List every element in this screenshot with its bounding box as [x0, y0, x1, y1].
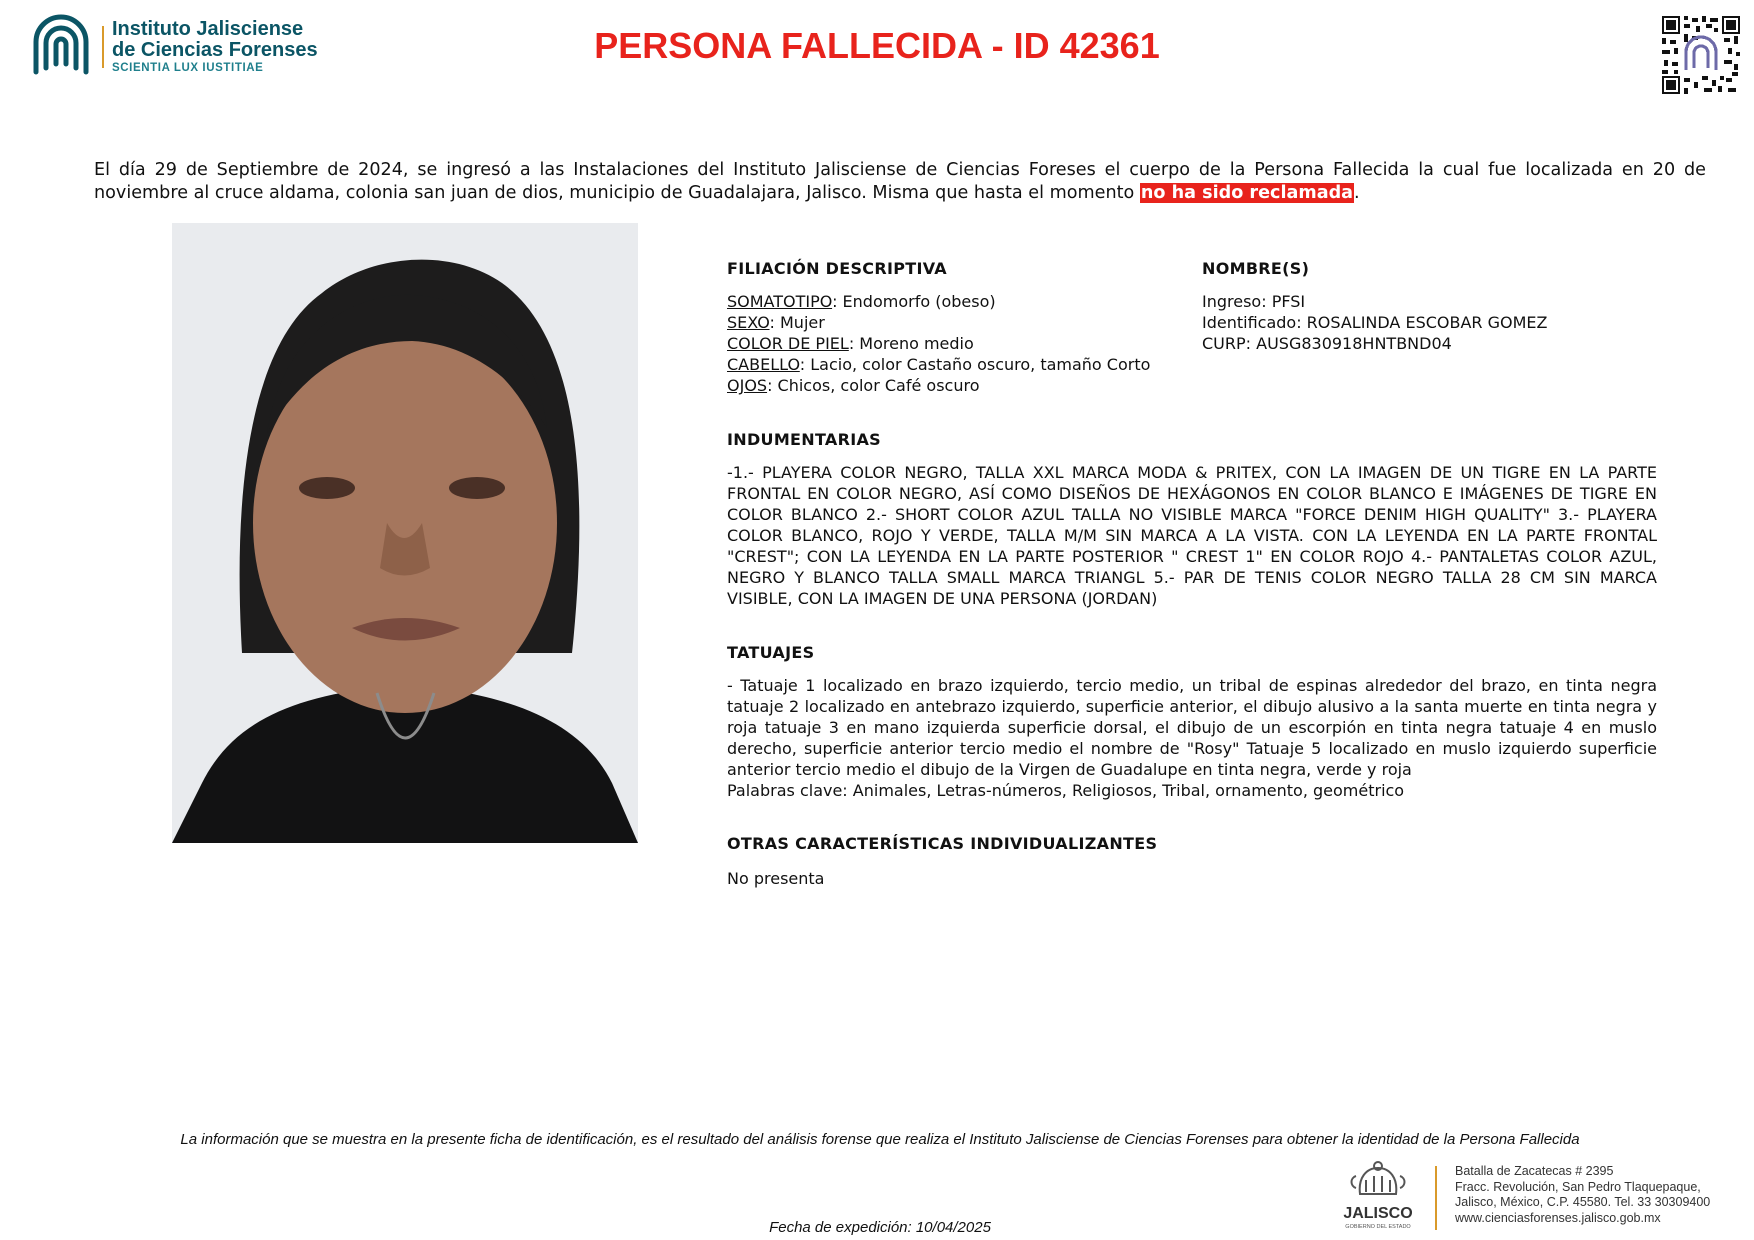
- intro-text: El día 29 de Septiembre de 2024, se ingresó a las Instalaciones del Instituto Jalisciense de Ciencias Foreses el cuerpo de la Persona Fallecida la cual fue localizada en 20 de noviembre al cruce aldama, colonia san juan de dios, municipio de Guadalajara, Jalisco. Misma que hasta el momento: [94, 160, 1706, 203]
- ojos-row: [727, 375, 1150, 396]
- cabello-row: [727, 354, 1150, 375]
- institute-name-line1: Instituto Jalisciense: [112, 18, 304, 40]
- cabello-label: CABELLO: [727, 355, 800, 374]
- tatuajes-text: - Tatuaje 1 localizado en brazo izquierdo, tercio medio, un tribal de espinas alrededor del brazo, en tinta negra tatuaje 2 localizado en antebrazo izquierdo, superficie anterior, el dibujo alusivo a la santa muerte en tinta negra y roja tatuaje 3 en mano izquierda superficie dorsal, el dibujo de un escorpión en tinta negra tatuaje 4 en muslo derecho, superficie anterior tercio medio el nombre de "Rosy" Tatuaje 5 localizado en muslo izquierdo superficie anterior tercio medio el dibujo de la Virgen de Guadalupe en tinta negra, verde y roja: [727, 676, 1657, 779]
- indumentarias-text: -1.- PLAYERA COLOR NEGRO, TALLA XXL MARCA MODA & PRITEX, CON LA IMAGEN DE UN TIGRE EN LA PARTE FRONTAL EN COLOR NEGRO, ASÍ COMO DISEÑOS DE HEXÁGONOS EN COLOR BLANCO E IMÁGENES DE TIGRE EN COLOR BLANCO 2.- SHORT COLOR AZUL TALLA NO VISIBLE MARCA "FORCE DENIM HIGH QUALITY" 3.- PLAYERA COLOR BLANCO, ROJO Y VERDE, TALLA M/M SIN MARCA A LA VISTA. CON LA LEYENDA EN LA PARTE FRONTAL "CREST"; CON LA LEYENDA EN LA PARTE POSTERIOR " CREST 1" EN COLOR ROJO 4.- PANTALETAS COLOR AZUL, NEGRO Y BLANCO TALLA SMALL MARCA TRIANGL 5.- PAR DE TENIS COLOR NEGRO TALLA 28 CM SIN MARCA VISIBLE, CON LA IMAGEN DE UNA PERSONA (JORDAN): [727, 463, 1657, 608]
- sexo-row: [727, 312, 1150, 333]
- page-title: PERSONA FALLECIDA - ID 42361: [594, 25, 1160, 66]
- intro-paragraph: [94, 159, 1706, 205]
- somatotipo-value: : Endomorfo (obeso): [832, 292, 996, 311]
- sexo-label: SEXO: [727, 313, 770, 332]
- qr-code-icon[interactable]: [1660, 14, 1742, 96]
- cabello-value: : Lacio, color Castaño oscuro, tamaño Corto: [799, 355, 1151, 374]
- ojos-label: OJOS: [727, 376, 768, 395]
- address-line-3: Jalisco, México, C.P. 45580. Tel. 33 30309400: [1455, 1195, 1711, 1209]
- website-link[interactable]: www.cienciasforenses.jalisco.gob.mx: [1455, 1210, 1661, 1225]
- unclaimed-highlight: no ha sido reclamada: [1140, 183, 1354, 203]
- filiacion-list: [727, 291, 1150, 396]
- somatotipo-row: [727, 291, 1150, 312]
- color-piel-row: [727, 333, 1150, 354]
- identificado-row: Identificado: ROSALINDA ESCOBAR GOMEZ: [1202, 313, 1548, 332]
- otras-heading: OTRAS CARACTERÍSTICAS INDIVIDUALIZANTES: [727, 834, 1158, 853]
- somatotipo-label: SOMATOTIPO: [727, 292, 833, 311]
- issue-date: Fecha de expedición: 10/04/2025: [769, 1219, 991, 1236]
- tatuajes-keywords: Palabras clave: Animales, Letras-números, Religiosos, Tribal, ornamento, geométrico: [727, 781, 1405, 800]
- otras-text: No presenta: [727, 869, 825, 888]
- color-piel-label: COLOR DE PIEL: [727, 334, 849, 353]
- ingreso-row: Ingreso: PFSI: [1202, 292, 1306, 311]
- address-line-1: Batalla de Zacatecas # 2395: [1455, 1164, 1614, 1178]
- sexo-value: : Mujer: [769, 313, 825, 332]
- ojos-value: : Chicos, color Café oscuro: [767, 376, 980, 395]
- indumentarias-heading: INDUMENTARIAS: [727, 430, 881, 449]
- nombres-list: [1202, 291, 1547, 354]
- institute-motto: SCIENTIA LUX IUSTITIAE: [112, 62, 264, 74]
- jalisco-logo-text: JALISCO: [1343, 1205, 1413, 1222]
- curp-row: CURP: AUSG830918HNTBND04: [1202, 334, 1452, 353]
- institute-name-line2: de Ciencias Forenses: [112, 39, 318, 61]
- jalisco-logo-subtext: GOBIERNO DEL ESTADO: [1345, 1224, 1411, 1230]
- deceased-photo: [172, 223, 638, 843]
- intro-end: .: [1354, 183, 1360, 203]
- filiacion-heading: FILIACIÓN DESCRIPTIVA: [727, 259, 947, 278]
- institute-address: [1455, 1164, 1710, 1226]
- disclaimer-text: La información que se muestra en la presente ficha de identificación, es el resultado del análisis forense que realiza el Instituto Jalisciense de Ciencias Forenses para obtener la identidad de la Persona Fallecida: [180, 1131, 1580, 1148]
- tatuajes-heading: TATUAJES: [727, 643, 815, 662]
- address-line-2: Fracc. Revolución, San Pedro Tlaquepaque,: [1455, 1179, 1701, 1194]
- color-piel-value: : Moreno medio: [848, 334, 974, 353]
- nombres-heading: NOMBRE(S): [1202, 259, 1310, 278]
